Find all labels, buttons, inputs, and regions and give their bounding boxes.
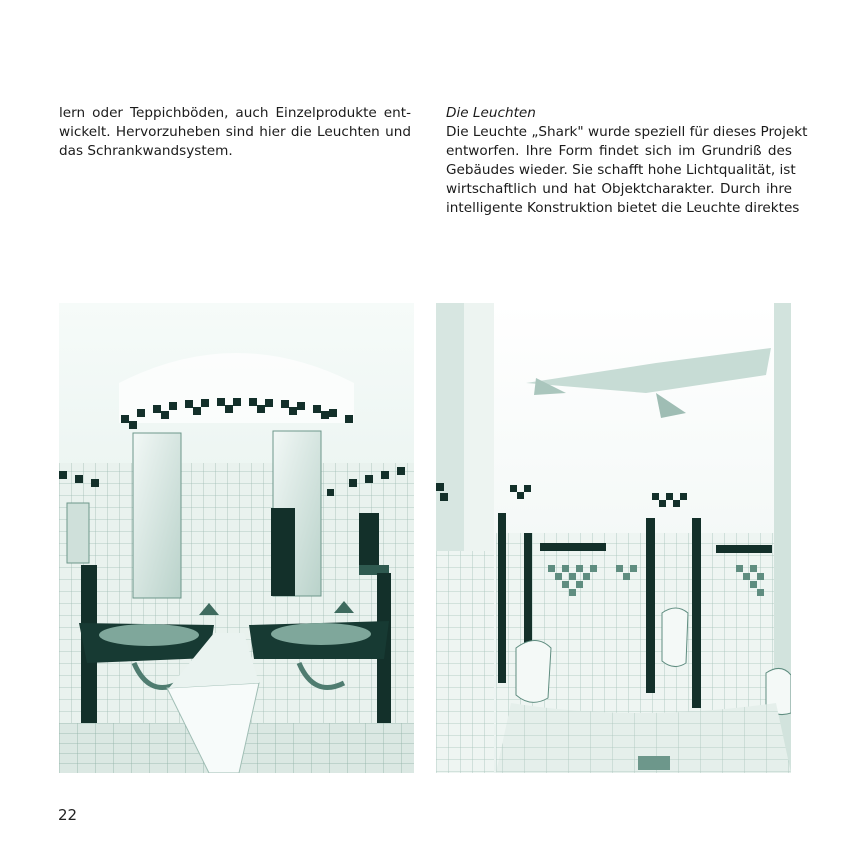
text-line: intelligente Konstruktion bietet die Leuchte direktes <box>446 200 800 216</box>
left-text-column <box>59 104 411 161</box>
washroom-sinks-illustration <box>59 303 414 773</box>
urinal-room-photo <box>436 303 791 773</box>
page-number: 22 <box>58 806 78 824</box>
text-line: Die Leuchte „Shark" wurde speziell für dieses Projekt <box>446 124 808 140</box>
text-line: entworfen. Ihre Form findet sich im Grundriß des <box>446 143 792 159</box>
washroom-sinks-photo <box>59 303 414 773</box>
section-heading: Die Leuchten <box>446 105 536 121</box>
right-text-column <box>446 104 808 218</box>
urinal-room-illustration <box>436 303 791 773</box>
text-line: wirtschaftlich und hat Objektcharakter. Durch ihre <box>446 181 792 197</box>
text-line: Gebäudes wieder. Sie schafft hohe Lichtqualität, ist <box>446 162 796 178</box>
text-line: wickelt. Hervorzuheben sind hier die Leuchten und <box>59 124 411 140</box>
text-line: lern oder Teppichböden, auch Einzelprodukte ent- <box>59 105 411 121</box>
text-line: das Schrankwandsystem. <box>59 143 233 159</box>
